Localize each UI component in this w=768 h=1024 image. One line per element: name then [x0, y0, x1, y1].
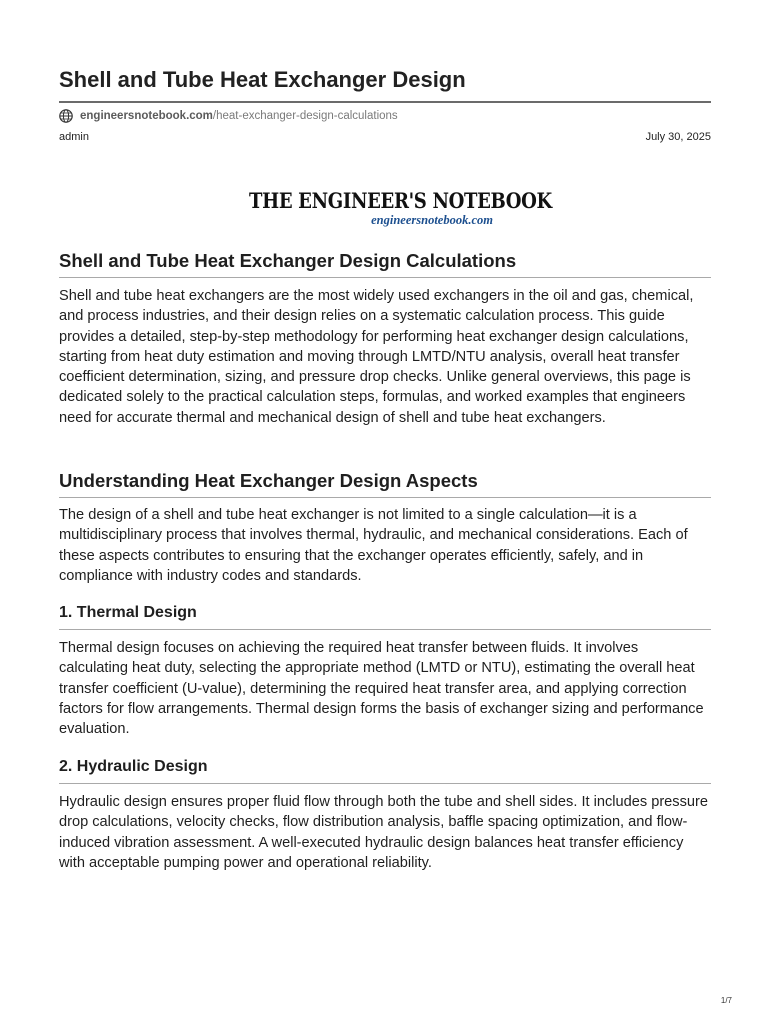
site-logo: [249, 188, 552, 230]
section-divider: [59, 277, 711, 278]
subsection-body-thermal: Thermal design focuses on achieving the required heat transfer between fluids. It involves calculating heat duty, selecting the appropriate method (LMTD or NTU), estimating the overall heat transfer coefficient (U-value), determining the required heat transfer area, and applying correction factors for flow arrangements. Thermal design forms the basis of exchanger sizing and performance evaluation.: [59, 640, 704, 738]
subsection-divider: [59, 629, 711, 630]
page-number: 1/7: [720, 996, 732, 1005]
publish-date: July 30, 2025: [645, 131, 711, 143]
source-path[interactable]: /heat-exchanger-design-calculations: [212, 110, 398, 122]
source-domain[interactable]: engineersnotebook.com: [80, 110, 213, 122]
section-heading-calculations: Shell and Tube Heat Exchanger Design Calculations: [59, 250, 517, 271]
section-heading-aspects: Understanding Heat Exchanger Design Aspects: [59, 470, 478, 491]
section-body-aspects: The design of a shell and tube heat exchanger is not limited to a single calculation—it is a multidisciplinary process that involves thermal, hydraulic, and mechanical considerations. Each of these aspects contributes to ensuring that the exchanger operates efficiently, safely, and in compliance with industry codes and standards.: [59, 507, 688, 584]
logo-subtitle: engineersnotebook.com: [371, 213, 493, 227]
source-url[interactable]: [59, 108, 398, 124]
author: admin: [59, 131, 89, 143]
logo-title: THE ENGINEER'S NOTEBOOK: [249, 188, 552, 213]
globe-icon: [59, 109, 73, 123]
subsection-heading-hydraulic: 2. Hydraulic Design: [59, 758, 208, 775]
subsection-heading-thermal: 1. Thermal Design: [59, 604, 197, 621]
subsection-body-hydraulic: Hydraulic design ensures proper fluid flow through both the tube and shell sides. It includes pressure drop calculations, velocity checks, flow distribution analysis, baffle spacing optimization, and flow-induced vibration assessment. A well-executed hydraulic design balances heat transfer efficiency with acceptable pumping power and operational reliability.: [59, 794, 708, 871]
document-title: Shell and Tube Heat Exchanger Design: [59, 67, 466, 92]
subsection-divider: [59, 783, 711, 784]
section-body-calculations: Shell and tube heat exchangers are the most widely used exchangers in the oil and gas, chemical, and process industries, and their design relies on a systematic calculation process. This guide provides a detailed, step-by-step methodology for performing heat exchanger design calculations, starting from heat duty estimation and moving through LMTD/NTU analysis, overall heat transfer coefficient determination, sizing, and pressure drop checks. Unlike general overviews, this page is dedicated solely to the practical calculation steps, formulas, and worked examples that engineers need for accurate thermal and mechanical design of shell and tube heat exchangers.: [59, 288, 694, 426]
title-divider: [59, 101, 711, 103]
section-divider: [59, 497, 711, 498]
